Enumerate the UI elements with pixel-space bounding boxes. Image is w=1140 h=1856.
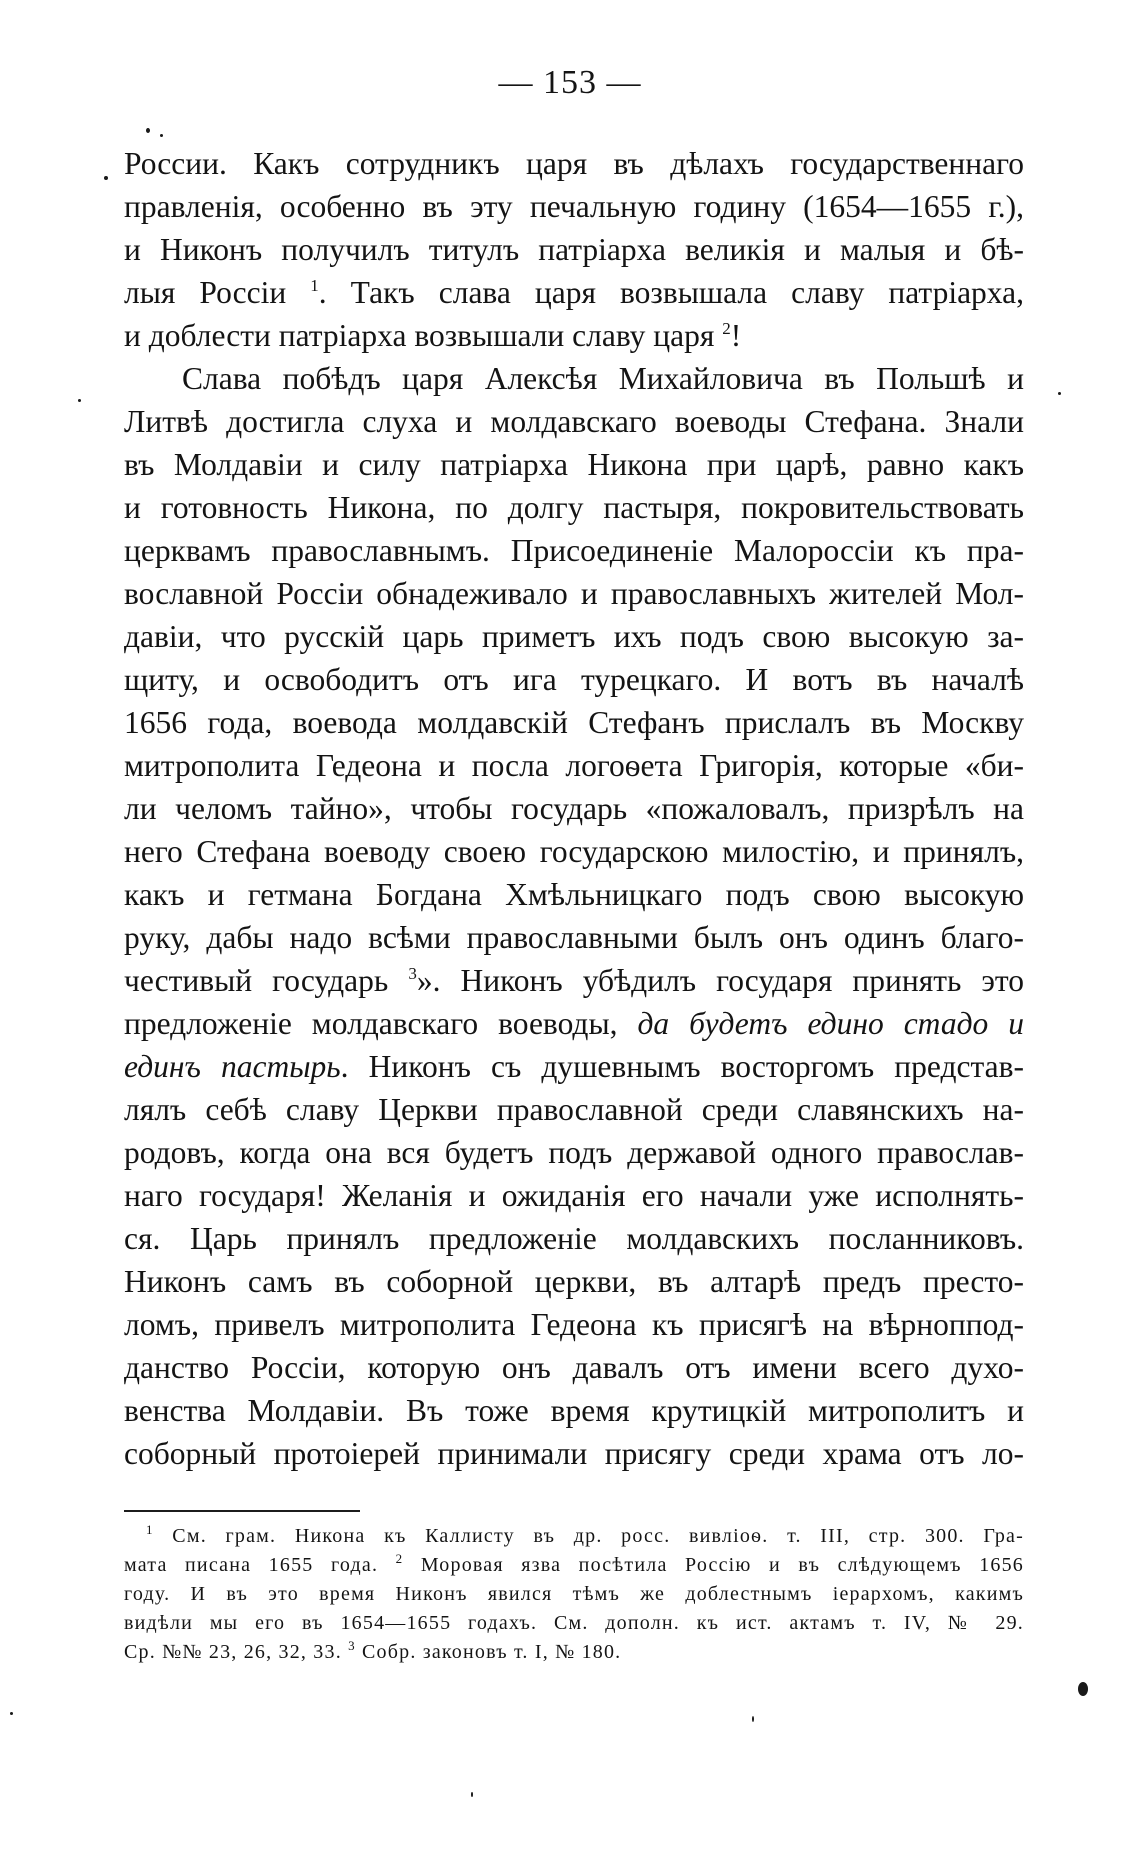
text-line: 1656 года, воевода молдавскій Стефанъ прислалъ въ Москву <box>124 705 1024 740</box>
text-line: давіи, что русскій царь приметъ ихъ подъ свою высокую за- <box>124 619 1024 654</box>
text-line: Литвѣ достигла слуха и молдавскаго воеводы Стефана. Знали <box>124 404 1024 439</box>
footnote-marker: 2 <box>395 1551 404 1566</box>
text-line: предложеніе молдавскаго воеводы, да будетъ едино стадо и <box>124 1006 1024 1041</box>
body-text <box>124 142 1024 1475</box>
text-line: лялъ себѣ славу Церкви православной среди славянскихъ на- <box>124 1092 1024 1127</box>
scan-speck <box>10 1712 13 1715</box>
text-line: наго государя! Желанія и ожиданія его начали уже исполнять- <box>124 1178 1024 1213</box>
footnote-divider <box>124 1510 360 1512</box>
text-line: ли челомъ тайно», чтобы государь «пожаловалъ, призрѣлъ на <box>124 791 1024 826</box>
text-line: вославной Россіи обнадеживало и православныхъ жителей Мол- <box>124 576 1024 611</box>
text-line: и готовность Никона, по долгу пастыря, покровительствовать <box>124 490 1024 525</box>
text-line: Слава побѣдъ царя Алексѣя Михайловича въ Польшѣ и <box>182 361 1024 396</box>
scan-speck <box>104 176 108 180</box>
footnote-ref: 2 <box>722 319 731 338</box>
text-line: какъ и гетмана Богдана Хмѣльницкаго подъ свою высокую <box>124 877 1024 912</box>
text-line: честивый государь $^3$». Никонъ убѣдилъ государя принять это <box>124 963 1025 998</box>
footnote-ref: 1 <box>310 276 319 295</box>
text-line: щиту, и освободитъ отъ ига турецкаго. И вотъ въ началѣ <box>124 662 1024 697</box>
text-line: митрополита Гедеона и посла логоѳета Григорія, которые «би- <box>124 748 1024 783</box>
text-line: и доблести патріарха возвышали славу царя $^2$! <box>124 318 742 353</box>
text-line: въ Молдавіи и силу патріарха Никона при царѣ, равно какъ <box>124 447 1024 482</box>
footnote-line: мата писана 1655 года. $^2$ Моровая язва посѣтила Россію и въ слѣдующемъ 1656 <box>124 1551 1024 1576</box>
text-line: ся. Царь принялъ предложеніе молдавскихъ посланниковъ. <box>124 1221 1024 1256</box>
text-line: единъ пастырь. Никонъ съ душевнымъ восторгомъ представ- <box>124 1049 1024 1084</box>
text-line: ломъ, привелъ митрополита Гедеона къ присягѣ на вѣрноппод- <box>124 1307 1024 1342</box>
footnote-line: году. И въ это время Никонъ явился тѣмъ же доблестнымъ іерархомъ, какимъ <box>124 1583 1024 1605</box>
footnote-ref: 3 <box>408 964 417 983</box>
scan-speck <box>752 1716 754 1722</box>
scan-speck <box>471 1792 473 1797</box>
scan-speck <box>160 134 163 137</box>
text-line: него Стефана воеводу своею государскою милостію, и принялъ, <box>124 834 1024 869</box>
text-line: соборный протоіерей принимали присягу среди храма отъ ло- <box>124 1436 1024 1471</box>
footnotes <box>124 1522 1024 1667</box>
italic-quote: да будетъ едино стадо и <box>637 1006 1024 1041</box>
scan-speck <box>78 399 81 402</box>
footnote-line: видѣли мы его въ 1654—1655 годахъ. См. дополн. къ ист. актамъ т. IV, № 29. <box>124 1612 1024 1634</box>
scan-speck <box>146 128 150 133</box>
footnote-line: $^1$ См. грам. Никона къ Каллисту въ др. росс. вивліоѳ. т. III, стр. 300. Гра- <box>146 1522 1024 1547</box>
page-number: — 153 — <box>498 64 642 101</box>
footnote-line: Ср. №№ 23, 26, 32, 33. $^3$ Собр. законовъ т. I, № 180. <box>124 1638 622 1663</box>
italic-quote: единъ пастырь <box>124 1049 341 1084</box>
text-line: Никонъ самъ въ соборной церкви, въ алтарѣ предъ престо- <box>124 1264 1024 1299</box>
scan-speck <box>1078 1682 1088 1696</box>
text-line: лыя Россіи $^1$. Такъ слава царя возвышала славу патріарха, <box>124 275 1024 310</box>
text-line: венства Молдавіи. Въ тоже время крутицкій митрополитъ и <box>124 1393 1024 1428</box>
text-line: России. Какъ сотрудникъ царя въ дѣлахъ государственнаго <box>124 146 1024 181</box>
text-line: данство Россіи, которую онъ давалъ отъ имени всего духо- <box>124 1350 1024 1385</box>
text-line: и Никонъ получилъ титулъ патріарха великія и малыя и бѣ- <box>124 232 1024 267</box>
text-line: церквамъ православнымъ. Присоединеніе Малороссіи къ пра- <box>124 533 1024 568</box>
text-line: руку, дабы надо всѣми православными былъ онъ одинъ благо- <box>124 920 1024 955</box>
footnote-marker: 1 <box>146 1522 154 1537</box>
footnote-marker: 3 <box>348 1638 356 1653</box>
scan-speck <box>1058 392 1061 395</box>
text-line: правленія, особенно въ эту печальную годину (1654—1655 г.), <box>124 189 1024 224</box>
text-line: родовъ, когда она вся будетъ подъ державой одного православ- <box>124 1135 1024 1170</box>
